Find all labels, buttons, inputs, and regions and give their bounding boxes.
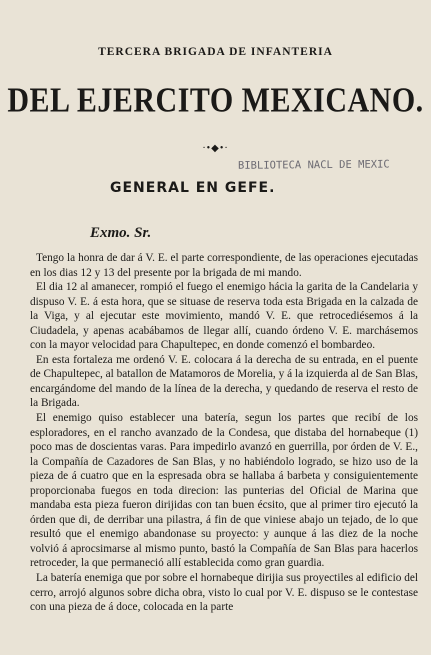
paragraph: La batería enemiga que por sobre el hornabeque dirijia sus proyectiles al edificio del cerro, arrojó algunos sobre dicha obra, visto lo cual por V. E. dispuso se le contestase con una pieza de á doce, colocada en la parte (30, 572, 418, 614)
library-stamp: BIBLIOTECA NACL DE MEXIC (237, 158, 390, 172)
paragraph: En esta fortaleza me ordenó V. E. colocara á la derecha de su entrada, en el puente de Chapultepec, al batallon de Matamoros de Morelia, y á la izquierda al de San Blas, encargándome del mando de la línea de la derecha, y quedando de reserva el resto de la Brigada. (30, 353, 418, 410)
army-title: DEL EJERCITO MEXICANO. (7, 81, 424, 120)
ornament-divider: ·•◆•· (202, 143, 229, 154)
brigade-heading: TERCERA BRIGADA DE INFANTERIA (98, 46, 333, 58)
body-text (30, 251, 418, 615)
salutation: Exmo. Sr. (90, 225, 152, 241)
paragraph: El dia 12 al amanecer, rompió el fuego el enemigo hácia la garita de la Candelaria y dispuso V. E. á esta hora, que se situase de reserva toda esta Brigada en la calzada de la Viga, y al ejecutar este movimiento, mandó V. E. que retrocediésemos á la Ciudadela, y apenas acabábamos de llegar allí, cuando órdeno V. E. marchásemos con la mayor velocidad para Chapultepec, en donde comenzó el bombardeo. (30, 281, 418, 352)
paragraph: El enemigo quiso establecer una batería, segun los partes que recibí de los esploradores, en el rancho avanzado de la Condesa, que distaba del hornabeque (1) poco mas de doscientas varas. Para impedirlo avanzó en guerrilla, por órden de V. E., la Compañía de Cazadores de San Blas, y no habiéndolo logrado, se hizo uso de la pieza de á cuatro que en la espresada obra se hallaba á barbeta y consiguientemente proporcionaba fuegos en toda direcion: las punterias del Oficial de Marina que mandaba esta pieza fueron dirijidas con tan buen écsito, que al primer tiro ejecutó la órden que di, de derribar una pilastra, á fin de que viniese abajo un tejado, de lo que resultó que el enemigo abandonase su proyecto: y aunque á las diez de la noche volvió á aprocsimarse al mismo punto, bastó la Compañía de San Blas para hacerlos retroceder, la que permaneció allí establecida como gran guardia. (30, 412, 418, 570)
addressee-heading: GENERAL EN GEFE. (110, 180, 276, 196)
paragraph: Tengo la honra de dar á V. E. el parte correspondiente, de las operaciones ejecutadas en los dias 12 y 13 del presente por la brigada de mi mando. (30, 252, 418, 279)
